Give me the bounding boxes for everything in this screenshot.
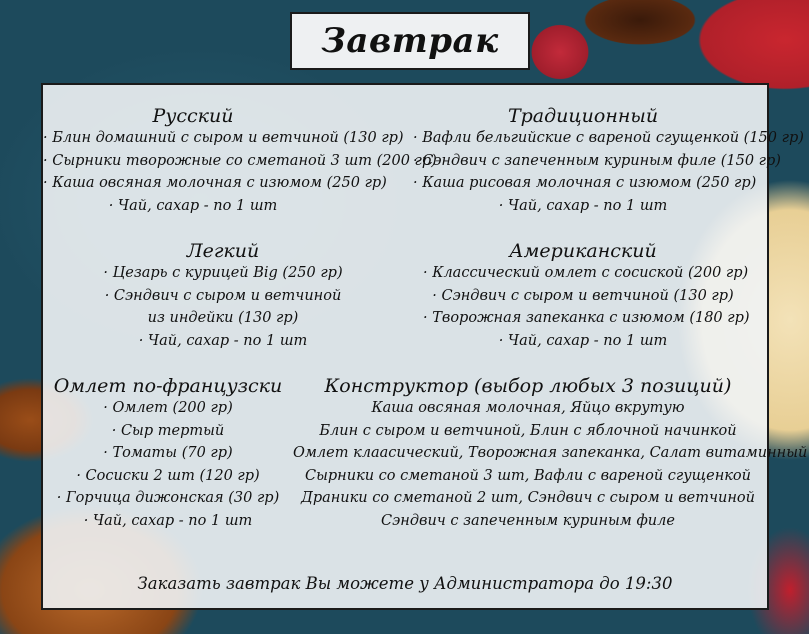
- page-title: Завтрак: [321, 21, 499, 61]
- menu-item: Драники со сметаной 2 шт, Сэндвич с сыром и ветчиной: [301, 490, 755, 506]
- order-note: Заказать завтрак Вы можете у Администратора до 19:30: [137, 574, 673, 593]
- menu-item: · Сэндвич с запеченным куриным филе (150 гр): [413, 152, 781, 169]
- section-title: Американский: [509, 240, 657, 262]
- section-title: Легкий: [186, 240, 260, 262]
- section-french-omelet: [48, 375, 288, 532]
- menu-item: · Чай, сахар - по 1 шт: [138, 332, 308, 349]
- menu-item: · Классический омлет с сосиской (200 гр): [423, 265, 749, 281]
- menu-item: · Чай, сахар - по 1 шт: [83, 512, 253, 529]
- menu-item: Сырники со сметаной 3 шт, Вафли с вареной сгущенкой: [305, 467, 751, 484]
- menu-item: из индейки (130 гр): [147, 310, 299, 326]
- menu-item: · Чай, сахар - по 1 шт: [108, 197, 278, 214]
- menu-item: Омлет клаасический, Творожная запеканка, Салат витаминный: [293, 445, 808, 461]
- section-traditional: [413, 105, 804, 217]
- menu-item: · Чай, сахар - по 1 шт: [498, 197, 668, 214]
- title-box: [290, 12, 530, 70]
- menu-item: · Каша овсяная молочная с изюмом (250 гр): [43, 175, 387, 191]
- section-title: Традиционный: [507, 105, 659, 127]
- section-constructor: [293, 375, 808, 532]
- section-title: Омлет по-французски: [53, 375, 283, 397]
- section-light: [83, 240, 363, 352]
- menu-item: · Чай, сахар - по 1 шт: [498, 332, 668, 349]
- menu-item: · Сыр тертый: [111, 422, 225, 439]
- menu-item: Блин с сыром и ветчиной, Блин с яблочной начинкой: [319, 422, 737, 439]
- menu-item: Каша овсяная молочная, Яйцо вкрутую: [371, 400, 685, 416]
- menu-item: · Каша рисовая молочная с изюмом (250 гр): [413, 175, 757, 191]
- menu-item: · Омлет (200 гр): [103, 400, 233, 416]
- section-title: Конструктор (выбор любых 3 позиций): [324, 375, 732, 397]
- menu-item: · Томаты (70 гр): [103, 445, 233, 461]
- menu-item: · Вафли бельгийские с вареной сгущенкой (150 гр): [413, 130, 804, 146]
- menu-item: · Творожная запеканка с изюмом (180 гр): [423, 310, 750, 326]
- menu-item: · Сэндвич с сыром и ветчиной: [104, 287, 342, 304]
- menu-item: · Блин домашний с сыром и ветчиной (130 гр): [43, 130, 404, 146]
- menu-item: · Сэндвич с сыром и ветчиной (130 гр): [432, 287, 734, 304]
- menu-item: Сэндвич с запеченным куриным филе: [381, 512, 675, 529]
- menu-panel: [41, 83, 808, 610]
- menu-item: · Сосиски 2 шт (120 гр): [76, 467, 260, 484]
- menu-item: · Горчица дижонская (30 гр): [56, 490, 280, 506]
- section-title: Русский: [152, 105, 234, 127]
- section-russian: [43, 105, 437, 217]
- menu-item: · Цезарь с курицей Big (250 гр): [103, 265, 343, 281]
- menu-item: · Сырники творожные со сметаной 3 шт (200 гр): [43, 152, 437, 169]
- section-american: [423, 240, 750, 352]
